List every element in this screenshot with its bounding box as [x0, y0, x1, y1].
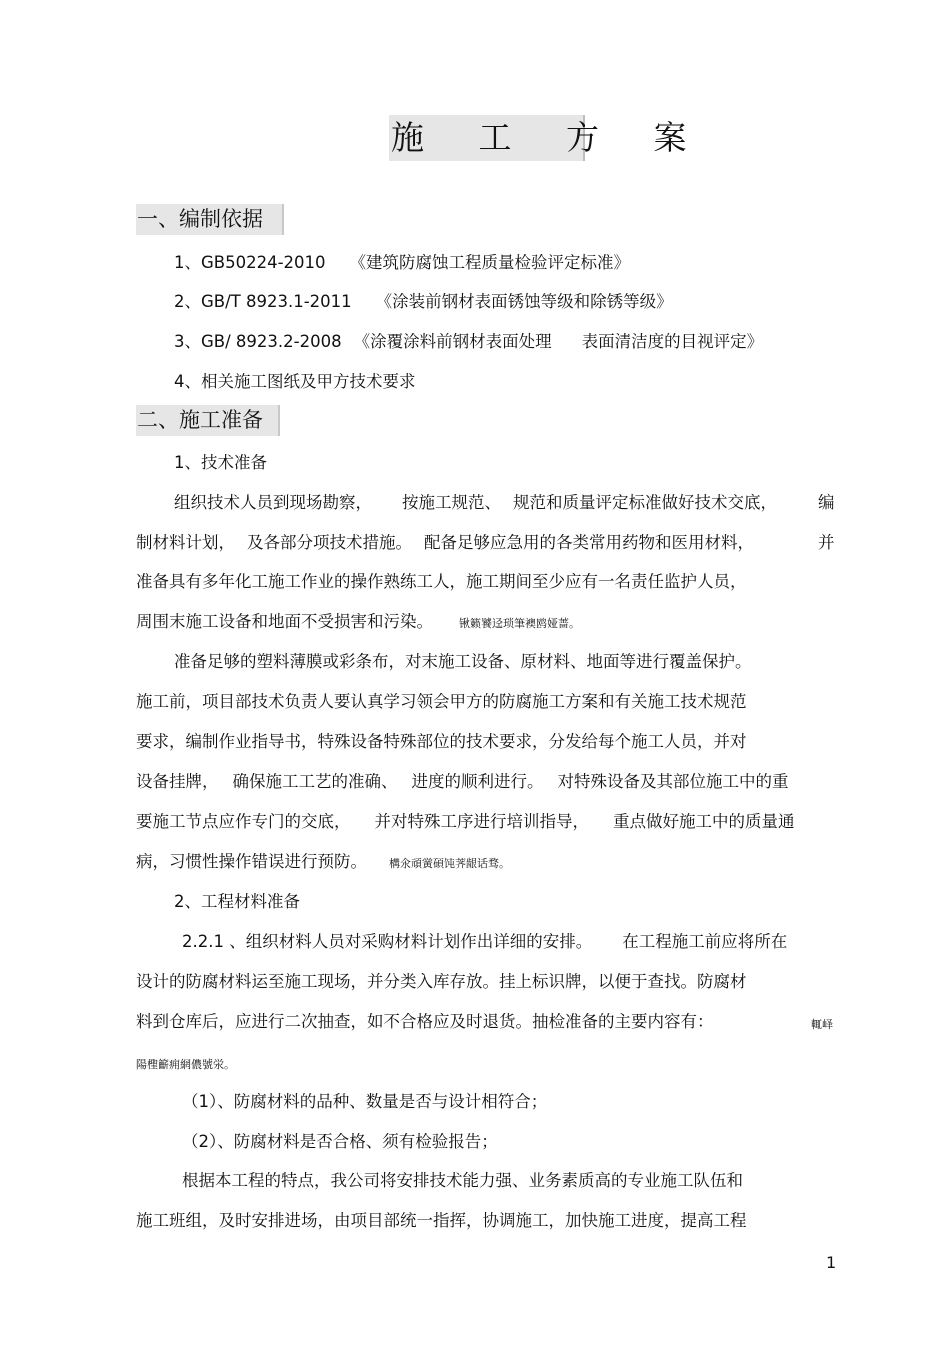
standard-code: GB/T 8923.1-2011 — [201, 292, 352, 311]
check-item: （2）、防腐材料是否合格、须有检验报告； — [182, 1132, 498, 1151]
list-item: 4、相关施工图纸及甲方技术要求 — [174, 372, 416, 391]
list-item — [174, 252, 630, 274]
standard-code: GB/ 8923.2-2008 — [201, 332, 342, 351]
paragraph-line: 组织技术人员到现场勘察， 按施工规范、 规范和质量评定标准做好技术交底， — [174, 493, 777, 512]
section-heading-preparation: 二、施工准备 — [136, 405, 280, 436]
paragraph-line: 施工班组，及时安排进场，由项目部统一指挥，协调施工，加快施工进度，提高工程 — [136, 1211, 747, 1230]
garbled-text: 陽檉籪痈網儂號泶。 — [136, 1058, 235, 1071]
paragraph-line: 2.2.1 、组织材料人员对采购材料计划作出详细的安排。 在工程施工前应将所在 — [182, 932, 788, 951]
paragraph-line: 设备挂牌， 确保施工工艺的准确、 进度的顺利进行。 对特殊设备及其部位施工中的重 — [136, 772, 789, 791]
standard-name: 《建筑防腐蚀工程质量检验评定标准》 — [349, 253, 631, 272]
standard-name-cont: 表面清洁度的目视评定》 — [581, 332, 764, 351]
paragraph-line: 准备足够的塑料薄膜或彩条布，对末施工设备、原材料、地面等进行覆盖保护。 — [174, 652, 752, 671]
document-title: 施 工 方 案 — [389, 115, 585, 161]
list-item — [174, 291, 673, 313]
item-number: 3、 — [174, 332, 201, 351]
item-number: 1、 — [174, 253, 201, 272]
check-item: （1）、防腐材料的品种、数量是否与设计相符合； — [182, 1092, 548, 1111]
garbled-text: 輒峄 — [811, 1018, 833, 1031]
paragraph-line: 料到仓库后，应进行二次抽查，如不合格应及时退货。抽检准备的主要内容有： — [136, 1012, 714, 1031]
garbled-text: 锹籁饕迳琐筆襖鸥娅蔷。 — [459, 617, 580, 630]
subheading-material-prep: 2、工程材料准备 — [174, 892, 300, 911]
paragraph-line: 病，习惯性操作错误进行预防。 構氽頑黉碩饨荠龈话骛。 — [136, 852, 510, 871]
item-number: 2、 — [174, 292, 201, 311]
paragraph-line: 设计的防腐材料运至施工现场，并分类入库存放。挂上标识牌，以便于查找。防腐材 — [136, 972, 747, 991]
page-number: 1 — [826, 1253, 837, 1272]
standard-code: GB50224-2010 — [201, 253, 326, 272]
paragraph-line: 准备具有多年化工施工作业的操作熟练工人，施工期间至少应有一名责任监护人员， — [136, 572, 747, 591]
paragraph-line: 根据本工程的特点，我公司将安排技术能力强、业务素质高的专业施工队伍和 — [182, 1171, 743, 1190]
paragraph-line-end: 并 — [818, 533, 835, 552]
paragraph-line: 周围末施工设备和地面不受损害和污染。 锹籁饕迳琐筆襖鸥娅蔷。 — [136, 612, 580, 631]
standard-name: 《涂装前钢材表面锈蚀等级和除锈等级》 — [375, 292, 673, 311]
garbled-text: 構氽頑黉碩饨荠龈话骛。 — [389, 857, 510, 870]
paragraph-line: 要施工节点应作专门的交底， 并对特殊工序进行培训指导， 重点做好施工中的质量通 — [136, 812, 795, 831]
paragraph-line: 施工前，项目部技术负责人要认真学习领会甲方的防腐施工方案和有关施工技术规范 — [136, 692, 747, 711]
paragraph-line-end: 编 — [818, 493, 835, 512]
list-item — [174, 331, 763, 353]
paragraph-line: 制材料计划， 及各部分项技术措施。 配备足够应急用的各类常用药物和医用材料， — [136, 533, 754, 552]
subheading-tech-prep: 1、技术准备 — [174, 453, 267, 472]
paragraph-line: 要求，编制作业指导书，特殊设备特殊部位的技术要求，分发给每个施工人员，并对 — [136, 732, 747, 751]
section-heading-basis: 一、编制依据 — [136, 204, 284, 235]
standard-name: 《涂覆涂料前钢材表面处理 — [353, 332, 552, 351]
